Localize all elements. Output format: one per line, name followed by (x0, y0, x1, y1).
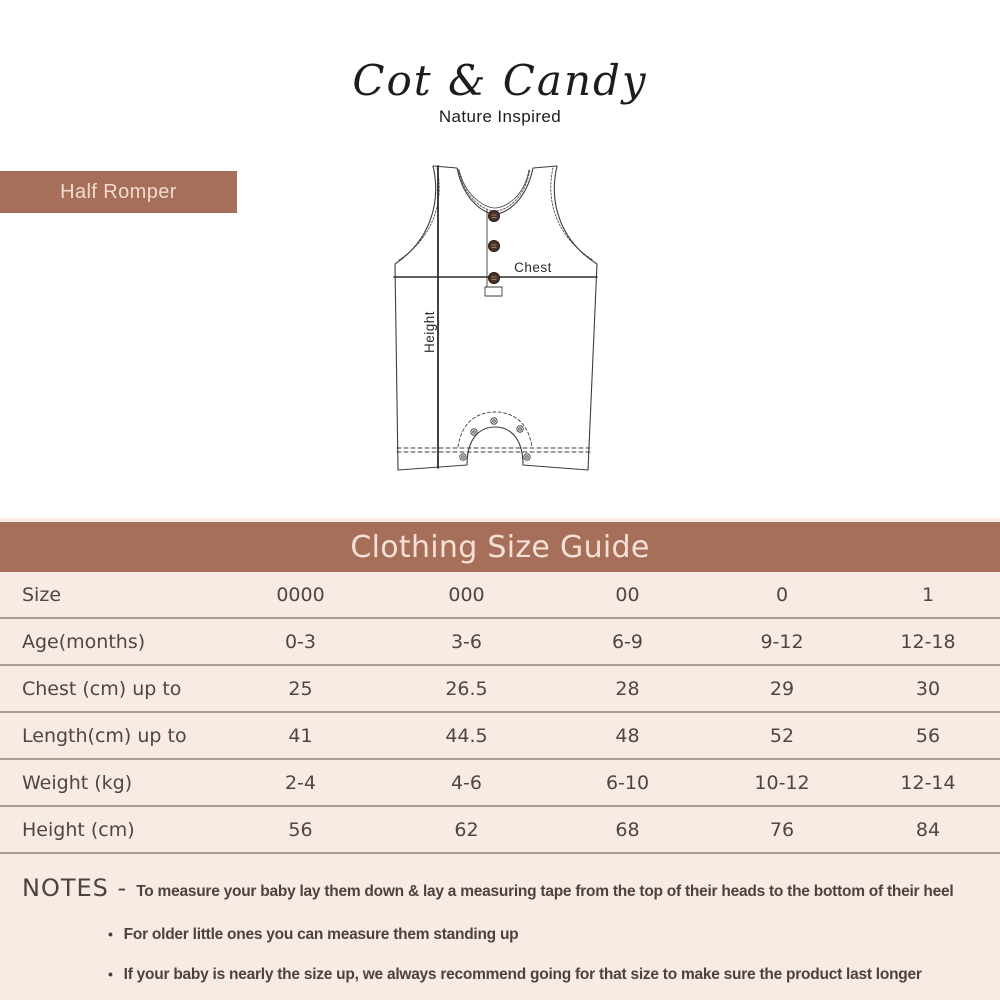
row-label: Height (cm) (22, 818, 135, 841)
cell-value: 52 (769, 724, 795, 747)
brand-name: Cot & Candy (352, 56, 648, 105)
row-label: Age(months) (22, 630, 146, 653)
note-bullet-text: For older little ones you can measure them standing up (123, 926, 519, 943)
neckline-band (459, 170, 529, 208)
cell-value: 62 (454, 818, 479, 841)
placket-buttons (489, 211, 500, 284)
cell-value: 30 (915, 677, 941, 700)
brand-logo (0, 58, 1000, 127)
cell-value: 76 (769, 818, 795, 841)
table-row-length (0, 713, 1000, 760)
cell-value: 28 (615, 677, 640, 700)
button-icon (489, 273, 500, 284)
chest-label: Chest (514, 260, 552, 275)
cell-value: 56 (288, 818, 313, 841)
snap-buttons (460, 418, 530, 460)
cell-value: 3-6 (450, 630, 483, 653)
cell-value: 29 (769, 677, 795, 700)
neckline-stitch (458, 169, 530, 211)
button-icon (489, 211, 500, 222)
cell-value: 48 (615, 724, 640, 747)
row-label: Weight (kg) (22, 771, 133, 794)
table-row-size (0, 572, 1000, 619)
cell-value: 0000 (276, 583, 325, 606)
armhole-stitch-left (399, 168, 439, 260)
cell-value: 2-4 (284, 771, 317, 794)
cell-value: 26.5 (445, 677, 488, 700)
size-guide-title: Clothing Size Guide (0, 522, 1000, 572)
cell-value: 10-12 (754, 771, 810, 794)
hem-stitch (397, 448, 591, 452)
notes-heading: NOTES - (22, 874, 128, 902)
romper-diagram (390, 160, 605, 480)
size-guide-section (0, 518, 1000, 1000)
cell-value: 12-18 (900, 630, 956, 653)
row-label: Length(cm) up to (22, 724, 187, 747)
table-row-chest (0, 666, 1000, 713)
notes-heading-line (22, 874, 953, 902)
size-table (0, 572, 1000, 854)
cell-value: 00 (615, 583, 640, 606)
cell-value: 9-12 (760, 630, 804, 653)
button-icon (489, 241, 500, 252)
cell-value: 1 (921, 583, 935, 606)
cell-value: 25 (288, 677, 313, 700)
cell-value: 68 (615, 818, 640, 841)
cell-value: 41 (288, 724, 313, 747)
product-label: Half Romper (0, 171, 237, 213)
cell-value: 000 (448, 583, 485, 606)
note-bullet (108, 966, 922, 984)
bullet-dot-icon: • (108, 966, 113, 982)
note-bullet (108, 926, 518, 944)
cell-value: 6-10 (605, 771, 650, 794)
table-row-weight (0, 760, 1000, 807)
placket-end (485, 287, 502, 296)
cell-value: 0-3 (284, 630, 317, 653)
cell-value: 84 (915, 818, 941, 841)
notes-intro: To measure your baby lay them down & lay a measuring tape from the top of their heads to the bottom of their heel (136, 883, 954, 900)
cell-value: 44.5 (445, 724, 488, 747)
cell-value: 6-9 (611, 630, 644, 653)
cell-value: 0 (775, 583, 789, 606)
brand-tagline: Nature Inspired (438, 107, 562, 127)
row-label: Size (22, 583, 62, 606)
armhole-stitch-right (551, 168, 593, 260)
height-label: Height (422, 310, 437, 354)
cell-value: 56 (915, 724, 941, 747)
row-label: Chest (cm) up to (22, 677, 182, 700)
note-bullet-text: If your baby is nearly the size up, we always recommend going for that size to make sure the product last longer (123, 966, 922, 983)
cell-value: 4-6 (450, 771, 483, 794)
table-row-age (0, 619, 1000, 666)
cell-value: 12-14 (900, 771, 956, 794)
bullet-dot-icon: • (108, 926, 113, 942)
table-row-height (0, 807, 1000, 854)
